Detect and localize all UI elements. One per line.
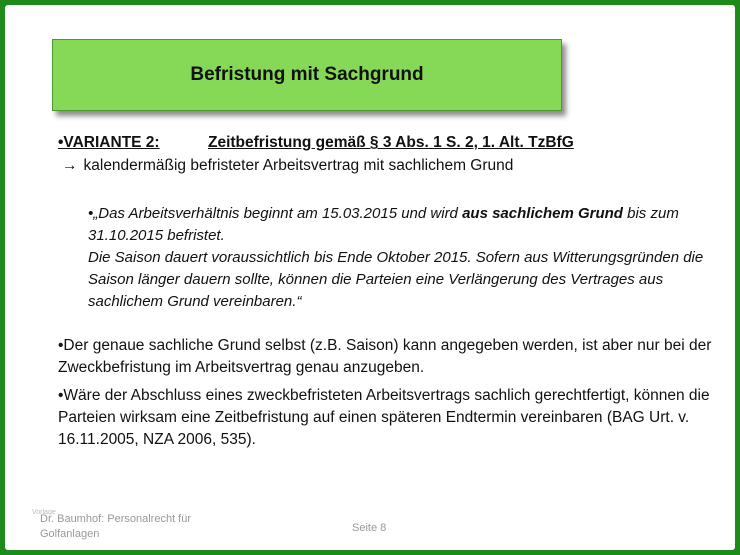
variant-line — [58, 132, 718, 154]
paragraph-zweckbefristung: •Wäre der Abschluss eines zweckbefristeten Arbeitsvertrags sachlich gerechtfertigt, können die Parteien wirksam eine Zeitbefristung auf einen späteren Endtermin vereinbaren (BAG Urt. v. 16.11.2005, NZA 2006, 535). — [58, 387, 710, 448]
page-number: Seite 8 — [352, 522, 387, 534]
footer-author: Dr. Baumhof: Personalrecht für Golfanlagen — [40, 513, 192, 540]
contract-quote — [58, 203, 718, 313]
variant-label: •VARIANTE 2: — [58, 134, 160, 151]
quote-paragraph-2: Die Saison dauert voraussichtlich bis Ende Oktober 2015. Sofern aus Witterungsgründen die Saison länger dauern sollte, können die Parteien eine Verlängerung des Vertrages aus sachlichem Grund vereinbaren.“ — [88, 249, 704, 310]
quote-text-1: •„Das Arbeitsverhältnis beginnt am 15.03.2015 und wird — [88, 205, 463, 222]
paragraph-sachgrund: •Der genaue sachliche Grund selbst (z.B. Saison) kann angegeben werden, ist aber nur bei der Zweckbefristung im Arbeitsvertrag genau anzugeben. — [58, 337, 712, 376]
quote-bold: aus sachlichem Grund — [462, 205, 623, 222]
arrow-right-icon: → — [62, 157, 78, 174]
arrow-line-text: kalendermäßig befristeter Arbeitsvertrag mit sachlichem Grund — [83, 157, 514, 174]
quote-paragraph-1 — [88, 203, 718, 247]
footer-template-label: Vorlage — [32, 509, 56, 516]
slide-title: Befristung mit Sachgrund — [190, 64, 424, 85]
arrow-line — [58, 155, 718, 177]
slide-content — [58, 132, 718, 451]
quote-text-2: bis zum 31.10.2015 befristet. — [88, 205, 679, 244]
title-box — [52, 39, 562, 111]
variant-text: Zeitbefristung gemäß § 3 Abs. 1 S. 2, 1. Alt. TzBfG — [208, 134, 574, 151]
